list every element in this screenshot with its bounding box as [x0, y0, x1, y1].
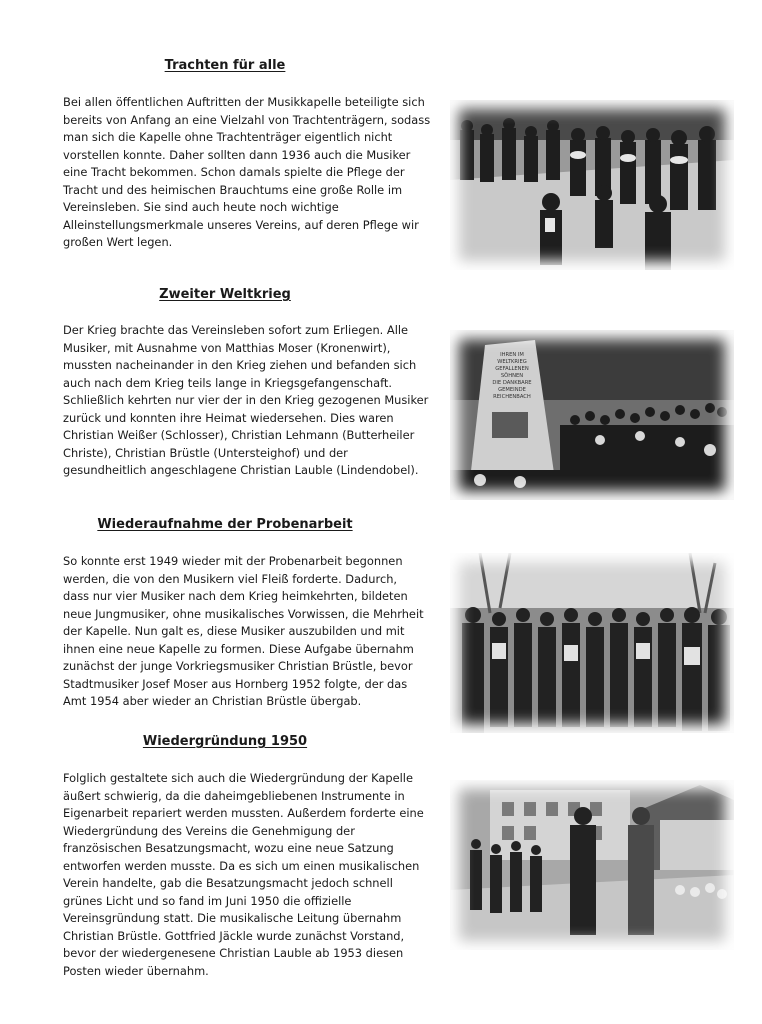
text-line: mussten nacheinander in den Krieg ziehen und befanden sich [63, 358, 417, 372]
text-line: französischen Besatzungsmacht, wozu eine neue Satzung [63, 841, 394, 855]
section-text-wiedergruendung [63, 770, 435, 980]
text-line: Folglich gestaltete sich auch die Wiedergründung der Kapelle [63, 771, 413, 785]
text-line: eine Tracht bekommen. Schon damals spielte die Pflege der [63, 165, 405, 179]
monument-text: IHREN IM [500, 352, 524, 358]
memorial-photo-image [450, 330, 734, 500]
monument-text: REICHENBACH [493, 394, 531, 400]
photo-refounding-march [450, 780, 734, 950]
text-line: zurück und konnten ihre Heimat wiedersehen. Dies waren [63, 410, 394, 425]
photo-war-memorial [450, 330, 734, 500]
band-photo-image [450, 553, 734, 733]
text-line: Wiedergründung des Vereins die Genehmigung der [63, 823, 355, 838]
photo-band-rehearsal [450, 553, 734, 733]
text-line: Vereinsgründung statt. Die musikalische Leitung übernahm [63, 911, 402, 925]
monument-text: GEMEINDE [498, 387, 526, 393]
text-line: Vereinsleben. Sie sind auch heute noch wichtige [63, 200, 339, 214]
section-heading-trachten: Trachten für alle [164, 58, 286, 73]
monument-text: SÖHNEN [500, 373, 524, 379]
section-text-weltkrieg [63, 322, 435, 480]
text-line: Christian Weißer (Schlosser), Christian Lehmann (Butterheiler [63, 428, 415, 442]
text-line: Christian Brüstle. Gottfried Jäckle wurde zunächst Vorstand, [63, 928, 405, 943]
photo-parade-musicians [450, 100, 734, 270]
section-text-trachten [63, 94, 435, 252]
text-line: Der Krieg brachte das Vereinsleben sofort zum Erliegen. Alle [63, 323, 409, 337]
text-line: neue Jungmusiker, ohne musikalisches Vorwissen, die Mehrheit [63, 606, 424, 621]
text-line: Posten wieder übernahm. [63, 963, 209, 978]
text-line: Christe), Christian Brüstle (Untersteighof) und der [63, 445, 348, 460]
text-line: auch nach dem Krieg teils lange in Kriegsgefangenschaft. [63, 375, 393, 390]
text-line: Alleinstellungsmerkmale unseres Vereins, auf deren Pflege wir [63, 217, 419, 232]
section-text-probenarbeit [63, 553, 435, 711]
monument-text: WELTKRIEG [497, 359, 527, 365]
text-line: man sich die Kapelle ohne Trachtenträger eigentlich nicht [63, 130, 393, 144]
text-line: der Kapelle. Nun galt es, diese Musiker auszubilden und mit [63, 624, 405, 638]
text-line: werden, die von den Musikern viel Fleiß forderte. Dadurch, [63, 571, 398, 586]
text-line: ihnen eine neue Kapelle zu formen. Diese Aufgabe übernahm [63, 641, 414, 656]
text-line: Bei allen öffentlichen Auftritten der Musikkapelle beteiligte sich [63, 95, 425, 109]
parade-photo-image [450, 100, 734, 270]
text-line: dass nur vier Musiker nach dem Krieg heimkehrten, bildeten [63, 589, 408, 603]
text-line: grünes Licht und so fand im Juni 1950 die offizielle [63, 893, 352, 908]
section-heading-probenarbeit: Wiederaufnahme der Probenarbeit [97, 517, 353, 532]
section-heading-wiedergruendung: Wiedergründung 1950 [142, 734, 308, 749]
text-line: Eigenarbeit repariert werden mussten. Außerdem forderte eine [63, 806, 424, 820]
text-line: bereits von Anfang an eine Vielzahl von Trachtenträgern, sodass [63, 112, 431, 127]
text-line: So konnte erst 1949 wieder mit der Probenarbeit begonnen [63, 554, 403, 568]
text-line: gesundheitlich angeschlagene Christian Lauble (Lindendobel). [63, 463, 419, 477]
section-heading-weltkrieg: Zweiter Weltkrieg [159, 287, 291, 302]
text-line: Amt 1954 aber wieder an Christian Brüstle übergab. [63, 694, 362, 708]
text-line: äußert schwierig, da die daheimgebliebenen Instrumente in [63, 788, 405, 803]
text-line: bevor der wiedergenesene Christian Lauble ab 1953 diesen [63, 946, 404, 960]
text-line: großen Wert legen. [63, 235, 173, 249]
text-line: vorstellen konnte. Daher sollten dann 1936 auch die Musiker [63, 147, 411, 162]
text-line: Tracht und des heimischen Brauchtums eine große Rolle im [63, 182, 403, 197]
monument-text: DIE DANKBARE [492, 380, 532, 386]
text-line: entworfen werden musste. Da es sich um einen musikalischen [63, 858, 420, 873]
refounding-photo-image [450, 780, 734, 950]
monument-text: GEFALLENEN [495, 366, 529, 372]
text-line: Verein handelte, gab die Besatzungsmacht jedoch schnell [63, 876, 393, 890]
text-line: Stadtmusiker Josef Moser aus Hornberg 1952 folgte, der das [63, 676, 408, 691]
text-line: zunächst der junge Vorkriegsmusiker Christian Brüstle, bevor [63, 659, 413, 673]
text-line: Schließlich kehrten nur vier der in den Krieg gezogenen Musiker [63, 393, 429, 407]
text-line: Musiker, mit Ausnahme von Matthias Moser (Kronenwirt), [63, 340, 391, 355]
